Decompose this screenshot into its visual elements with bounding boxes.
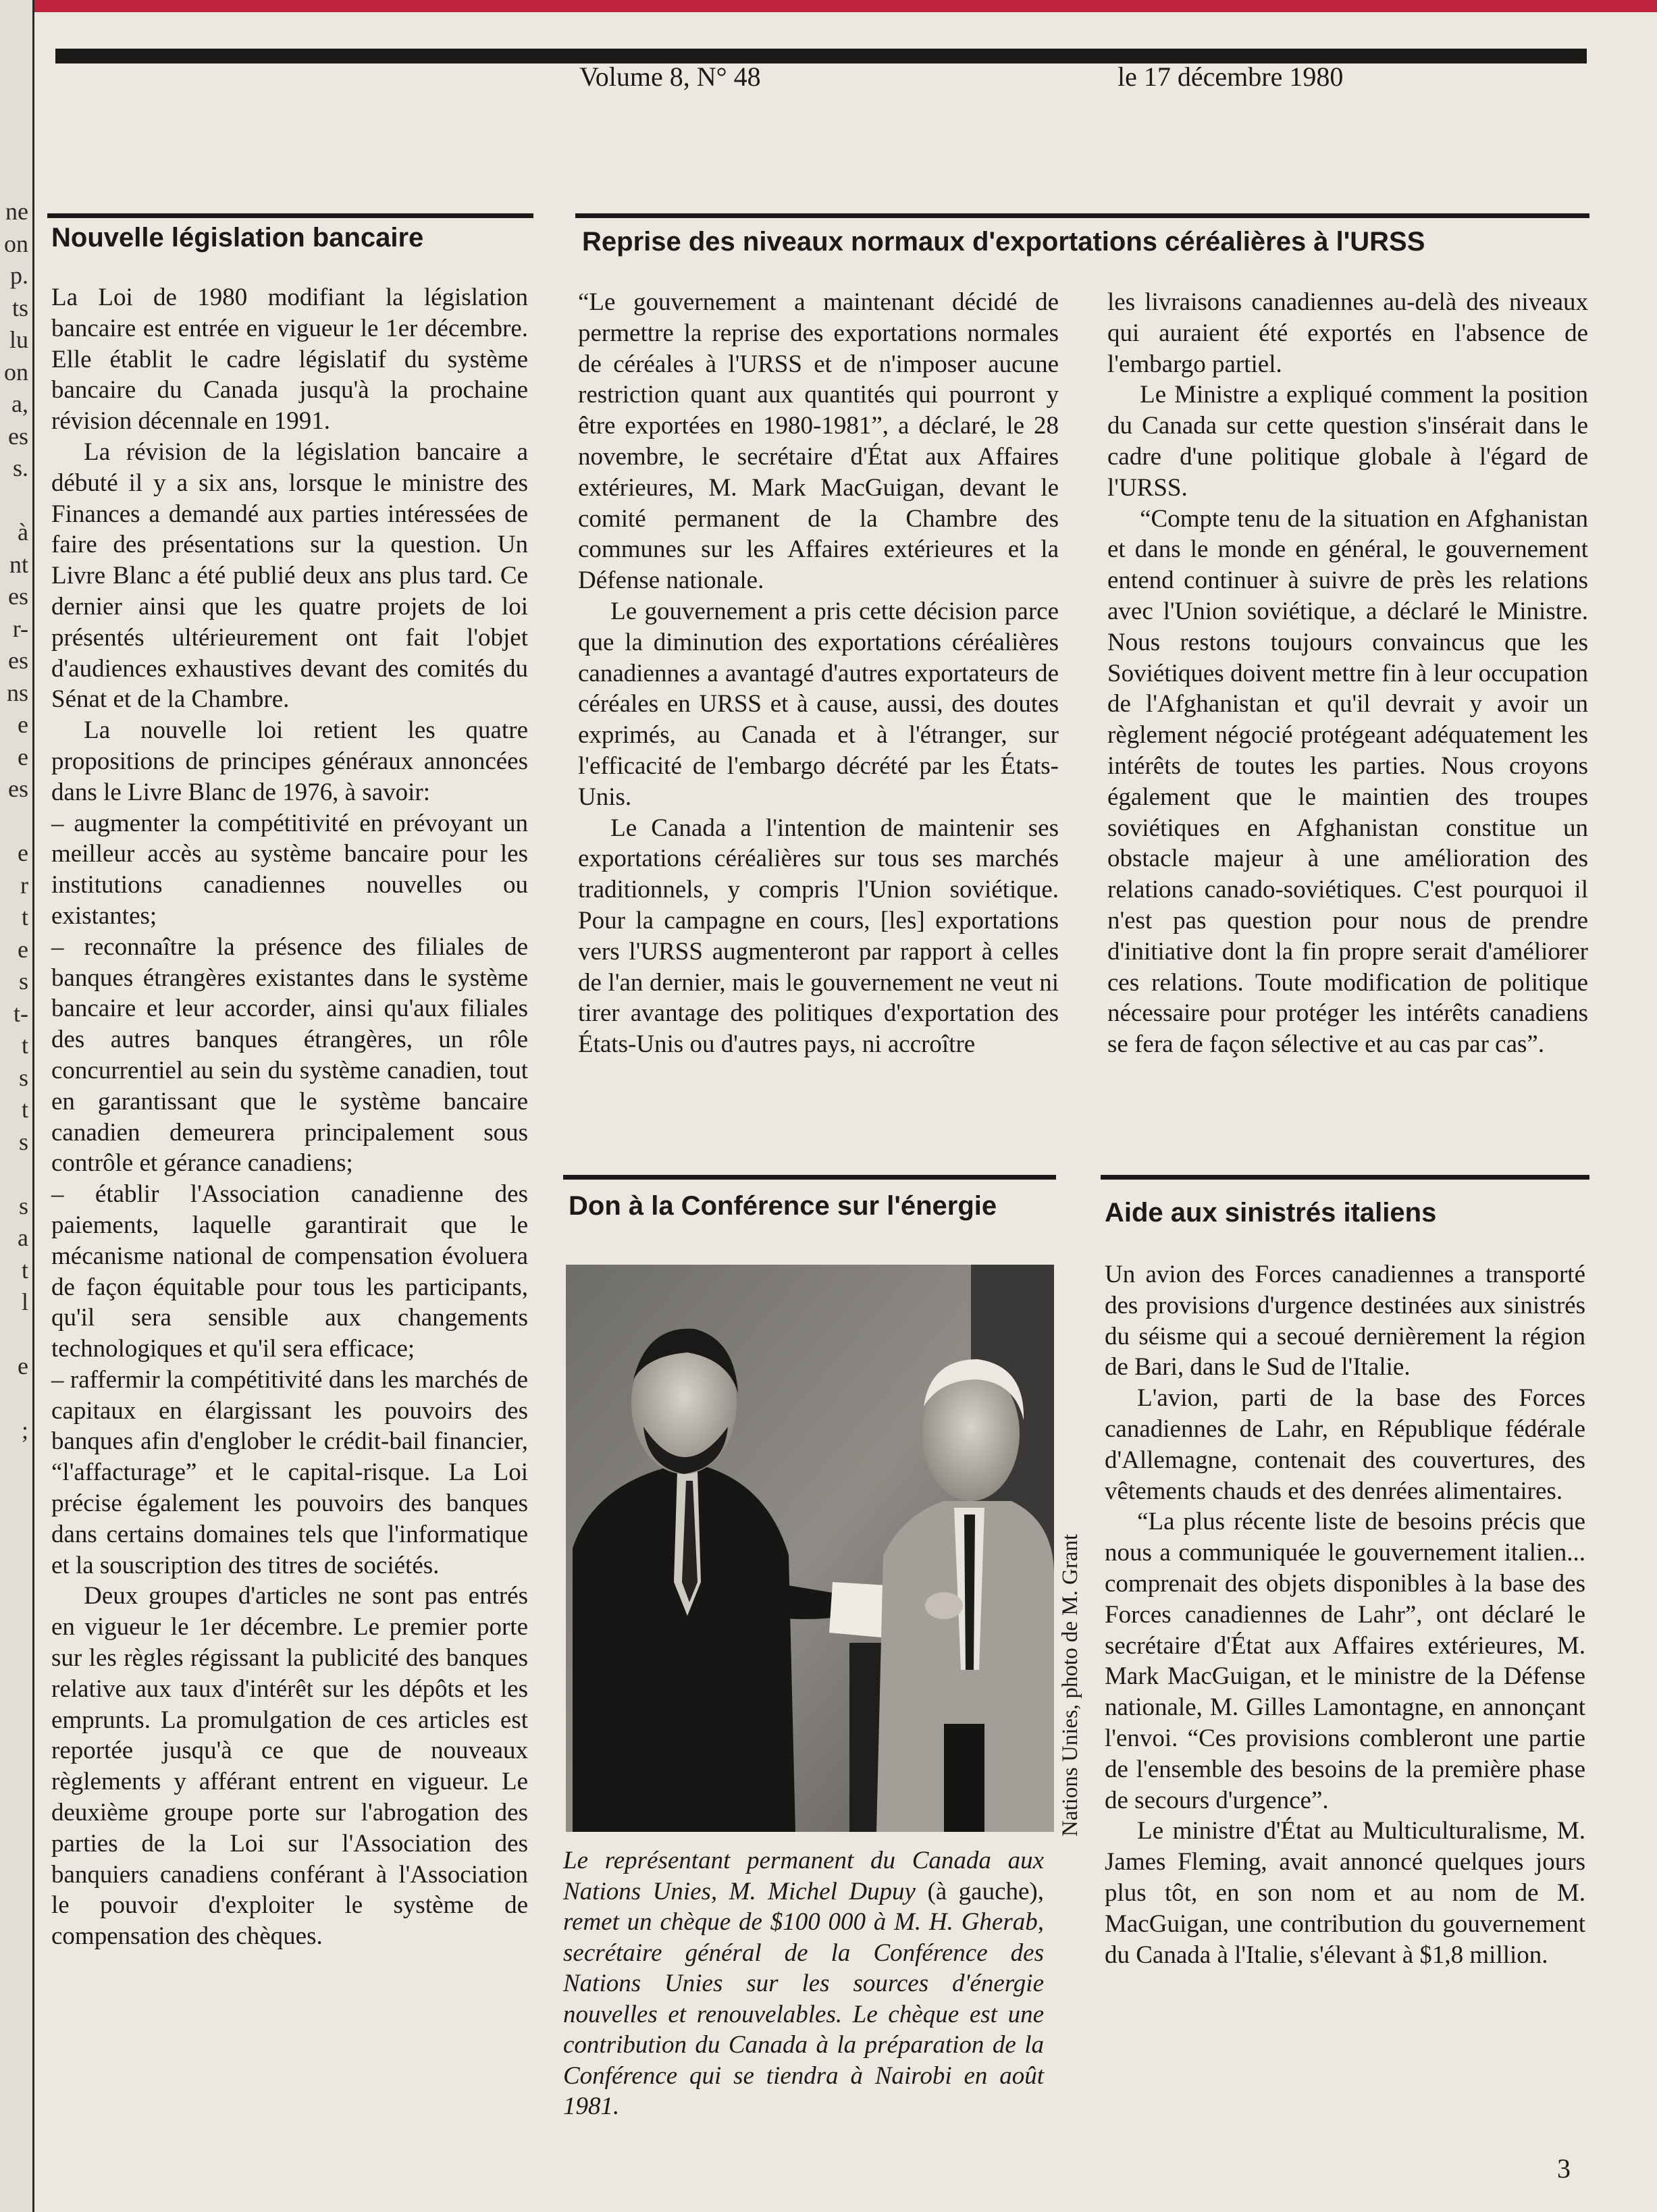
paragraph: les livraisons canadiennes au-delà des niveaux qui auraient été exportés en l'absence de l'embargo partiel. [1107,288,1588,378]
list-item: – augmenter la compétitivité en prévoyant un meilleur accès au système bancaire pour les institutions canadiennes nouvelles ou existantes; [51,809,528,930]
paragraph: La nouvelle loi retient les quatre propositions de principes généraux annoncées dans le Livre Blanc de 1976, à savoir: [51,716,528,806]
cheque-presentation-photo [566,1265,1054,1832]
energy-article-title: Don à la Conférence sur l'énergie [569,1191,997,1221]
italy-article-title: Aide aux sinistrés italiens [1105,1198,1437,1228]
paragraph: “La plus récente liste de besoins précis que nous a communiquée le gouvernement italien... comprenait des objets disponibles à la base des Forces canadiennes de Lahr”, ont déclaré le secrétaire d'État aux Affaires extérieures, M. Mark MacGuigan, et le ministre de la Défense nationale, M. Gilles Lamontagne, en annonçant l'envoi. “Ces provisions combleront une partie de l'ensemble des besoins de la première phase de secours d'urgence”. [1105,1508,1585,1814]
bank-article-title: Nouvelle législation bancaire [51,223,424,253]
headline-rule [575,213,1589,218]
headline-rule [47,213,533,218]
italy-article-body [1105,1259,1585,1970]
page-number: 3 [1557,2153,1571,2184]
paragraph: Le Ministre a expliqué comment la position du Canada sur cette question s'insérait dans le cadre d'une politique globale à l'égard de l'URSS. [1107,381,1588,502]
paragraph: Le Canada a l'intention de maintenir ses exportations céréalières sur tous ses marchés traditionnels, y compris l'Union soviétique. Pour la campagne en cours, [les] exportations vers l'URSS augmenteront par rapport à celles de l'an dernier, mais le gouvernement ne veut ni tirer avantage des politiques d'exportation des États-Unis ou d'autres pays, ni accroître [578,814,1059,1059]
caption-text: Le représentant permanent du Canada aux Nations Unies, M. Michel Dupuy [563,1847,1044,1905]
paragraph: Le gouvernement a pris cette décision parce que la diminution des exportations céréalières canadiennes a avantagé d'autres exportateurs de céréales en URSS et à cause, aussi, des doutes exprimés, au Canada et à l'étranger, sur l'efficacité de l'embargo décrété par les États-Unis. [578,597,1059,811]
paragraph: “Compte tenu de la situation en Afghanistan et dans le monde en général, le gouvernement entend continuer à suivre de près les relations avec l'Union soviétique, a déclaré le Ministre. Nous restons toujours convaincus que les Soviétiques doivent mettre fin à leur occupation de l'Afghanistan et qu'il devrait y avoir un règlement négocié protégeant adéquatement les intérêts de toutes les parties. Nous croyons également que le maintien des troupes soviétiques en Afghanistan constitue un obstacle majeur à une amélioration des relations canado-soviétiques. C'est pourquoi il n'est pas question pour nous de prendre d'initiative dont la fin propre serait d'améliorer ces relations. Toute modification de politique nécessaire pour protéger les intérêts canadiens se fera de façon sélective et au cas par cas”. [1107,504,1588,1059]
paragraph: La Loi de 1980 modifiant la législation bancaire est entrée en vigueur le 1er décembre. Elle établit le cadre législatif du système bancaire du Canada jusqu'à la prochaine révision décennale en 1991. [51,284,528,436]
paragraph: Le ministre d'État au Multiculturalisme, M. James Fleming, avait annoncé quelques jours plus tôt, en son nom et au nom de M. MacGuigan, une contribution du gouvernement du Canada à l'Italie, s'élevant à $1,8 million. [1105,1817,1585,1969]
headline-rule [1101,1175,1589,1180]
bank-article-body [51,282,528,1952]
photo-caption [563,1845,1044,2122]
issue-volume: Volume 8, N° 48 [579,61,761,92]
issue-date: le 17 décembre 1980 [1117,61,1344,92]
list-item: – établir l'Association canadienne des paiements, laquelle garantirait que le mécanisme national de compensation évoluera de façon équitable pour tous les participants, qu'il sera sensible aux changements technologiques et qu'il sera efficace; [51,1180,528,1363]
headline-rule [563,1175,1056,1180]
caption-text-roman: (à gauche), [927,1877,1044,1905]
paragraph: Un avion des Forces canadiennes a transporté des provisions d'urgence destinées aux sinistrés du séisme qui a secoué dernièrement la région de Bari, dans le Sud de l'Italie. [1105,1261,1585,1381]
grain-article-body-col1 [578,287,1059,1060]
list-item: – raffermir la compétitivité dans les marchés de capitaux en élargissant les pouvoirs des banques afin d'englober le crédit-bail financier, “l'affacturage” et le capital-risque. La Loi précise également les pouvoirs des banques dans certains domaines tels que l'informatique et la souscription des titres de sociétés. [51,1365,528,1579]
paragraph: L'avion, parti de la base des Forces canadiennes de Lahr, en République fédérale d'Allemagne, contenait des couvertures, des vêtements chauds et des denrées alimentaires. [1105,1384,1585,1505]
paragraph: Deux groupes d'articles ne sont pas entrés en vigueur le 1er décembre. Le premier porte sur les règles régissant la publicité des banques relative aux taux d'intérêt sur les dépôts et les emprunts. La promulgation de ces articles est reportée jusqu'à ce que de nouveaux règlements y afférant entrent en vigueur. Le deuxième groupe porte sur l'abrogation des parties de la Loi sur l'Association des banquiers canadiens conférant à l'Association le pouvoir d'exploiter le système de compensation des chèques. [51,1582,528,1951]
photo-credit: Nations Unies, photo de M. Grant [1058,1533,1082,1837]
list-item: – reconnaître la présence des filiales de banques étrangères existantes dans le système bancaire et leur accorder, ainsi qu'aux filiales des autres banques étrangères, un rôle concurrentiel au sein du système canadien, tout en garantissant que le système bancaire canadien demeurera principalement sous contrôle et gérance canadiens; [51,932,528,1178]
top-color-edge [0,0,1657,12]
paragraph: La révision de la législation bancaire a débuté il y a six ans, lorsque le ministre des Finances a demandé aux parties intéressées de faire des présentations sur la question. Un Livre Blanc a été publié deux ans plus tard. Ce dernier ainsi que les quatre projets de loi présentés ultérieurement ont fait l'objet d'audiences exhaustives devant des comités du Sénat et de la Chambre. [51,438,528,714]
grain-article-body-col2 [1107,287,1588,1060]
caption-text: remet un chèque de $100 000 à M. H. Gherab, secrétaire général de la Conférence des Nations Unies sur les sources d'énergie nouvelles et renouvelables. Le chèque est une contribution du Canada à la préparation de la Conférence qui se tiendra à Nairobi en août 1981. [563,1908,1044,2120]
facing-page-text-fragments: ne on p. ts lu on a, es s. à nt es r- es ns e e es e r t e s t- t s t s s a t l e ; [4,198,28,1444]
masthead-rule [55,49,1587,63]
grain-article-title: Reprise des niveaux normaux d'exportations céréalières à l'URSS [582,227,1425,257]
paragraph: “Le gouvernement a maintenant décidé de permettre la reprise des exportations normales de céréales à l'URSS et de n'imposer aucune restriction quant aux quantités qui pourront y être exportées en 1980-1981”, a déclaré, le 28 novembre, le secrétaire d'État aux Affaires extérieures, M. Mark MacGuigan, devant le comité permanent de la Chambre des communes sur les Affaires extérieures et la Défense nationale. [578,288,1059,595]
